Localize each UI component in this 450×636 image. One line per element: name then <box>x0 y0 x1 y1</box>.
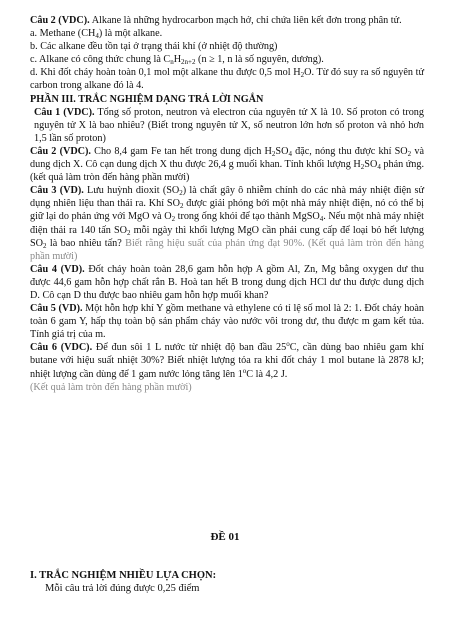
document-page <box>30 14 424 394</box>
question-label: Câu 6 (VDC). <box>30 342 93 354</box>
question-text: C là 4,2 J. <box>246 368 288 380</box>
question-label: Câu 4 (VD). <box>30 263 85 275</box>
question-text: SO <box>364 159 378 171</box>
subscript: 2 <box>126 228 131 237</box>
question-text: Alkane là những hydrocarbon mạch hở, chỉ chứa liên kết đơn trong phân tử. <box>89 15 402 26</box>
subscript: 2 <box>407 149 412 158</box>
subscript: 2 <box>43 241 47 250</box>
short-answer-question-6 <box>30 341 424 380</box>
part-3-heading: PHẦN III. TRẮC NGHIỆM DẠNG TRẢ LỜI NGẮN <box>30 93 264 105</box>
option-b: b. Các alkane đều tồn tại ở trạng thái khí (ở nhiệt độ thường) <box>30 41 278 53</box>
part-1-heading: I. TRẮC NGHIỆM NHIỀU LỰA CHỌN: <box>30 570 217 581</box>
part-1-scoring-note: Mỗi câu trả lời đúng được 0,25 điểm <box>45 583 200 594</box>
question-text: mỗi ngày thì khối lượng MgO cần phải cung cấp để loại bỏ hết lượng SO <box>30 224 424 249</box>
question-text: trong ống khói để tạo thành MgSO <box>175 211 320 223</box>
option-c-h: H <box>173 54 182 66</box>
option-d-text-end: O. Từ đó suy ra số nguyên tử carbon trong alkane đó là 4. <box>30 67 424 92</box>
question-label: Câu 5 (VD). <box>30 303 83 315</box>
question-label: Câu 3 (VD). <box>30 185 84 197</box>
question-text: Để đun sôi 1 L nước từ nhiệt độ ban đầu 25 <box>92 342 287 354</box>
option-d <box>30 66 424 92</box>
question-text: được giải phóng bởi một nhà máy nhiệt điện, nó có thể bị giữ lại do phản ứng với MgO và O <box>30 198 424 223</box>
option-a <box>30 27 424 40</box>
question-text: Lưu huỳnh dioxit (SO <box>83 185 180 197</box>
option-d-text: d. Khi đốt cháy hoàn toàn 0,1 mol một alkane thu được 0,5 mol H <box>30 67 301 79</box>
short-answer-question-5 <box>30 302 424 341</box>
short-answer-question-2 <box>30 145 424 184</box>
question-text: là bao nhiêu tấn? <box>46 237 122 249</box>
question-label: Câu 1 (VDC). <box>34 106 95 118</box>
question-text: ) là chất gây ô nhiễm chính do các nhà máy nhiệt điện sử dụng nhiên liệu than thải ra. Khí SO <box>30 185 425 210</box>
superscript: o <box>286 340 290 349</box>
question-text: Đốt cháy hoàn toàn 28,6 gam hỗn hợp A gồm Al, Zn, Mg bằng oxygen dư thu được 44,6 gam hỗn hợp chất rắn B. Hoà tan hết B trong dung dịch HCl dư thu được dung dịch D. Cô cạn D thu được bao nhiêu gam hỗn hợp muối khan? <box>30 263 424 301</box>
question-text: . Nếu một nhà máy nhiệt điện thải ra 140 tấn SO <box>30 211 424 236</box>
question-label: Câu 2 (VDC). <box>30 15 90 26</box>
rounding-note: Biết rằng hiệu suất của phản ứng đạt 90%. (Kết quả làm tròn đến hàng phần mười) <box>30 237 424 262</box>
subscript: 2 <box>171 215 176 224</box>
subscript: n <box>170 58 174 67</box>
subscript: 4 <box>377 163 381 172</box>
question-label: Câu 2 (VDC). <box>30 145 91 157</box>
subscript: 2 <box>360 163 365 172</box>
question-text: Cho 8,4 gam Fe tan hết trong dung dịch H <box>90 145 272 157</box>
question-text: SO <box>275 145 289 157</box>
subscript: 2 <box>179 202 184 211</box>
question-text: phản ứng. (kết quả làm tròn đến hàng phần mười) <box>30 159 425 184</box>
subscript: 2 <box>300 71 305 80</box>
question-text: Một hỗn hợp khí Y gồm methane và ethylene có tỉ lệ số mol là 2: 1. Đốt cháy hoàn toàn 6 gam Y, hấp thụ toàn bộ sản phẩm cháy vào nước vôi trong dư, thu được m gam kết tủa. Tính giá trị của m. <box>30 303 424 341</box>
subscript: 4 <box>319 215 324 224</box>
question-text: đặc, nóng thu được khí SO <box>291 145 408 157</box>
question-text: và dung dịch X. Cô cạn dung dịch X thu được 26,4 g muối khan. Tính khối lượng H <box>30 145 424 171</box>
option-c-text: c. Alkane có công thức chung là C <box>30 54 171 66</box>
short-answer-question-3 <box>30 184 424 263</box>
subscript: 4 <box>288 149 292 158</box>
subscript: 2 <box>179 189 183 198</box>
question-2-true-false <box>30 14 424 27</box>
option-c <box>30 53 424 66</box>
superscript: o <box>242 366 247 375</box>
subscript: 2n+2 <box>181 58 196 67</box>
short-answer-question-4 <box>30 263 424 302</box>
rounding-note: (Kết quả làm tròn đến hàng phần mười) <box>30 381 192 393</box>
option-a-text-end: ) là một alkane. <box>98 28 163 40</box>
question-text: C, cần dùng bao nhiêu gam khí butane với hiệu suất nhiệt 30%? Biết nhiệt lượng tỏa ra khi đốt cháy 1 mol butane là 2878 kJ; nhiệt lượng cần dùng để 1 gam nước lỏng tăng lên 1 <box>30 342 424 380</box>
subscript: 4 <box>95 32 99 41</box>
exam-title: ĐỀ 01 <box>210 531 240 543</box>
option-a-text: a. Methane (CH <box>30 28 96 40</box>
short-answer-question-1 <box>30 106 424 145</box>
question-text: Tổng số proton, neutron và electron của nguyên tử X là 10. Số proton có trong nguyên tử X là bao nhiêu? (Biết trong nguyên tử X, số neutron lớn hơn số proton và nhỏ hơn 1,5 lần số proton) <box>34 106 424 144</box>
subscript: 2 <box>271 149 276 158</box>
option-c-text-end: (n ≥ 1, n là số nguyên, dương). <box>195 54 324 66</box>
